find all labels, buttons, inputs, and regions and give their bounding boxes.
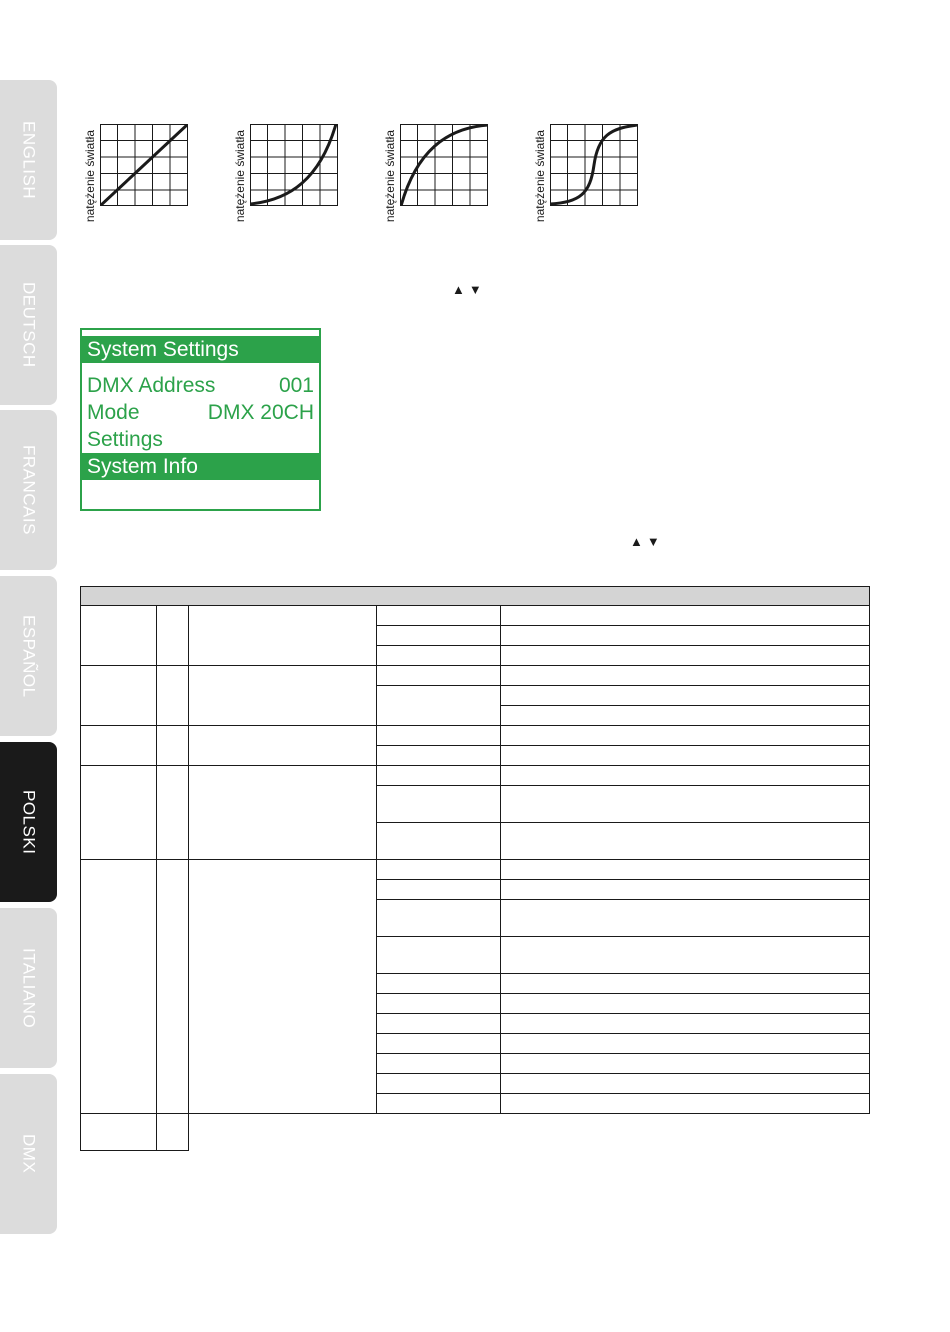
table-cell	[189, 606, 377, 666]
table-cell	[501, 766, 870, 786]
table-cell	[501, 626, 870, 646]
tab-label: POLSKI	[19, 789, 39, 855]
y-axis-label: natężenie światła	[233, 129, 247, 222]
table-row	[81, 860, 870, 880]
table-cell	[377, 994, 501, 1014]
curve-exponential-graph	[250, 124, 338, 206]
table-row	[81, 726, 870, 746]
y-axis-label: natężenie światła	[533, 129, 547, 222]
table-cell	[501, 937, 870, 974]
arrow-down-icon: ▼	[646, 534, 664, 549]
table-row	[81, 606, 870, 626]
y-axis-label: natężenie światła	[83, 129, 97, 222]
tab-label: FRANCAIS	[19, 445, 39, 535]
table-cell	[377, 880, 501, 900]
table-cell	[501, 726, 870, 746]
table-cell	[189, 666, 377, 726]
table-cell	[377, 746, 501, 766]
table-cell	[501, 994, 870, 1014]
table-cell	[377, 1074, 501, 1094]
lcd-display	[80, 328, 321, 511]
table-row	[81, 1114, 870, 1151]
curve-logarithmic	[382, 112, 512, 222]
tab-italiano[interactable]	[0, 908, 57, 1068]
table-cell	[501, 974, 870, 994]
tab-english[interactable]	[0, 80, 57, 240]
table-cell	[377, 666, 501, 686]
table-cell	[377, 860, 501, 880]
table-cell	[501, 1074, 870, 1094]
tab-label: DMX	[19, 1134, 39, 1174]
table-cell	[189, 726, 377, 766]
lcd-row-system-info[interactable]: System Info	[82, 453, 319, 480]
tab-francais[interactable]	[0, 410, 57, 570]
table-cell	[377, 626, 501, 646]
lcd-row-dmx-address[interactable]: DMX Address 001	[87, 374, 314, 397]
up-down-arrows-icon	[630, 534, 664, 549]
curve-linear-graph	[100, 124, 188, 206]
tab-label: ENGLISH	[19, 120, 39, 200]
table-cell	[377, 900, 501, 937]
tab-label: DEUTSCH	[19, 282, 39, 368]
table-cell	[157, 860, 189, 1114]
table-cell	[501, 746, 870, 766]
tab-label: ESPAÑOL	[19, 614, 39, 698]
table-cell	[501, 1094, 870, 1114]
tab-polski[interactable]	[0, 742, 57, 902]
table-cell	[377, 937, 501, 974]
lcd-row-empty	[82, 480, 319, 507]
table-cell	[377, 686, 501, 726]
table-cell	[501, 860, 870, 880]
table-cell	[377, 1034, 501, 1054]
tab-espanol[interactable]	[0, 576, 57, 736]
lcd-row-mode[interactable]: Mode DMX 20CH	[87, 401, 314, 424]
table-cell	[377, 974, 501, 994]
up-down-arrows-icon	[452, 282, 486, 297]
table-cell	[377, 1094, 501, 1114]
table-cell	[377, 646, 501, 666]
table-cell	[157, 766, 189, 860]
table-cell	[501, 686, 870, 706]
table-cell	[501, 880, 870, 900]
table-cell	[501, 1054, 870, 1074]
arrow-down-icon: ▼	[468, 282, 486, 297]
table-cell	[377, 606, 501, 626]
curve-s-curve-graph	[550, 124, 638, 206]
y-axis-label: natężenie światła	[383, 129, 397, 222]
table-cell	[157, 606, 189, 666]
table-cell	[81, 666, 157, 726]
table-cell	[501, 1014, 870, 1034]
table-cell	[501, 606, 870, 626]
arrow-up-icon: ▲	[630, 534, 647, 549]
table-cell	[81, 606, 157, 666]
lcd-title: System Settings	[82, 336, 319, 363]
table-header	[81, 587, 870, 606]
settings-table	[80, 586, 870, 1151]
arrow-up-icon: ▲	[452, 282, 469, 297]
table-cell	[501, 900, 870, 937]
table-cell	[189, 860, 377, 1114]
table-cell	[157, 1114, 189, 1151]
table-cell	[501, 786, 870, 823]
table-cell	[81, 726, 157, 766]
curve-logarithmic-graph	[400, 124, 488, 206]
table-cell	[157, 666, 189, 726]
table-cell	[81, 860, 157, 1114]
tab-label: ITALIANO	[19, 947, 39, 1029]
curve-s-curve	[532, 112, 662, 222]
table-cell	[189, 766, 377, 860]
lcd-row-settings[interactable]: Settings	[87, 428, 163, 451]
table-cell	[501, 666, 870, 686]
tab-deutsch[interactable]	[0, 245, 57, 405]
table-cell	[377, 766, 501, 786]
table-cell	[501, 706, 870, 726]
table-cell	[377, 823, 501, 860]
table-cell	[377, 726, 501, 746]
table-row	[81, 666, 870, 686]
table-cell	[377, 1054, 501, 1074]
table-cell	[81, 1114, 157, 1151]
table-cell	[81, 766, 157, 860]
table-cell	[501, 646, 870, 666]
table-cell	[377, 1014, 501, 1034]
table-header-row	[81, 587, 870, 606]
curve-linear	[82, 112, 212, 222]
table-cell	[377, 786, 501, 823]
curve-exponential	[232, 112, 362, 222]
table-cell	[501, 1034, 870, 1054]
table-cell	[157, 726, 189, 766]
table-cell	[501, 823, 870, 860]
table-row	[81, 766, 870, 786]
tab-dmx[interactable]	[0, 1074, 57, 1234]
